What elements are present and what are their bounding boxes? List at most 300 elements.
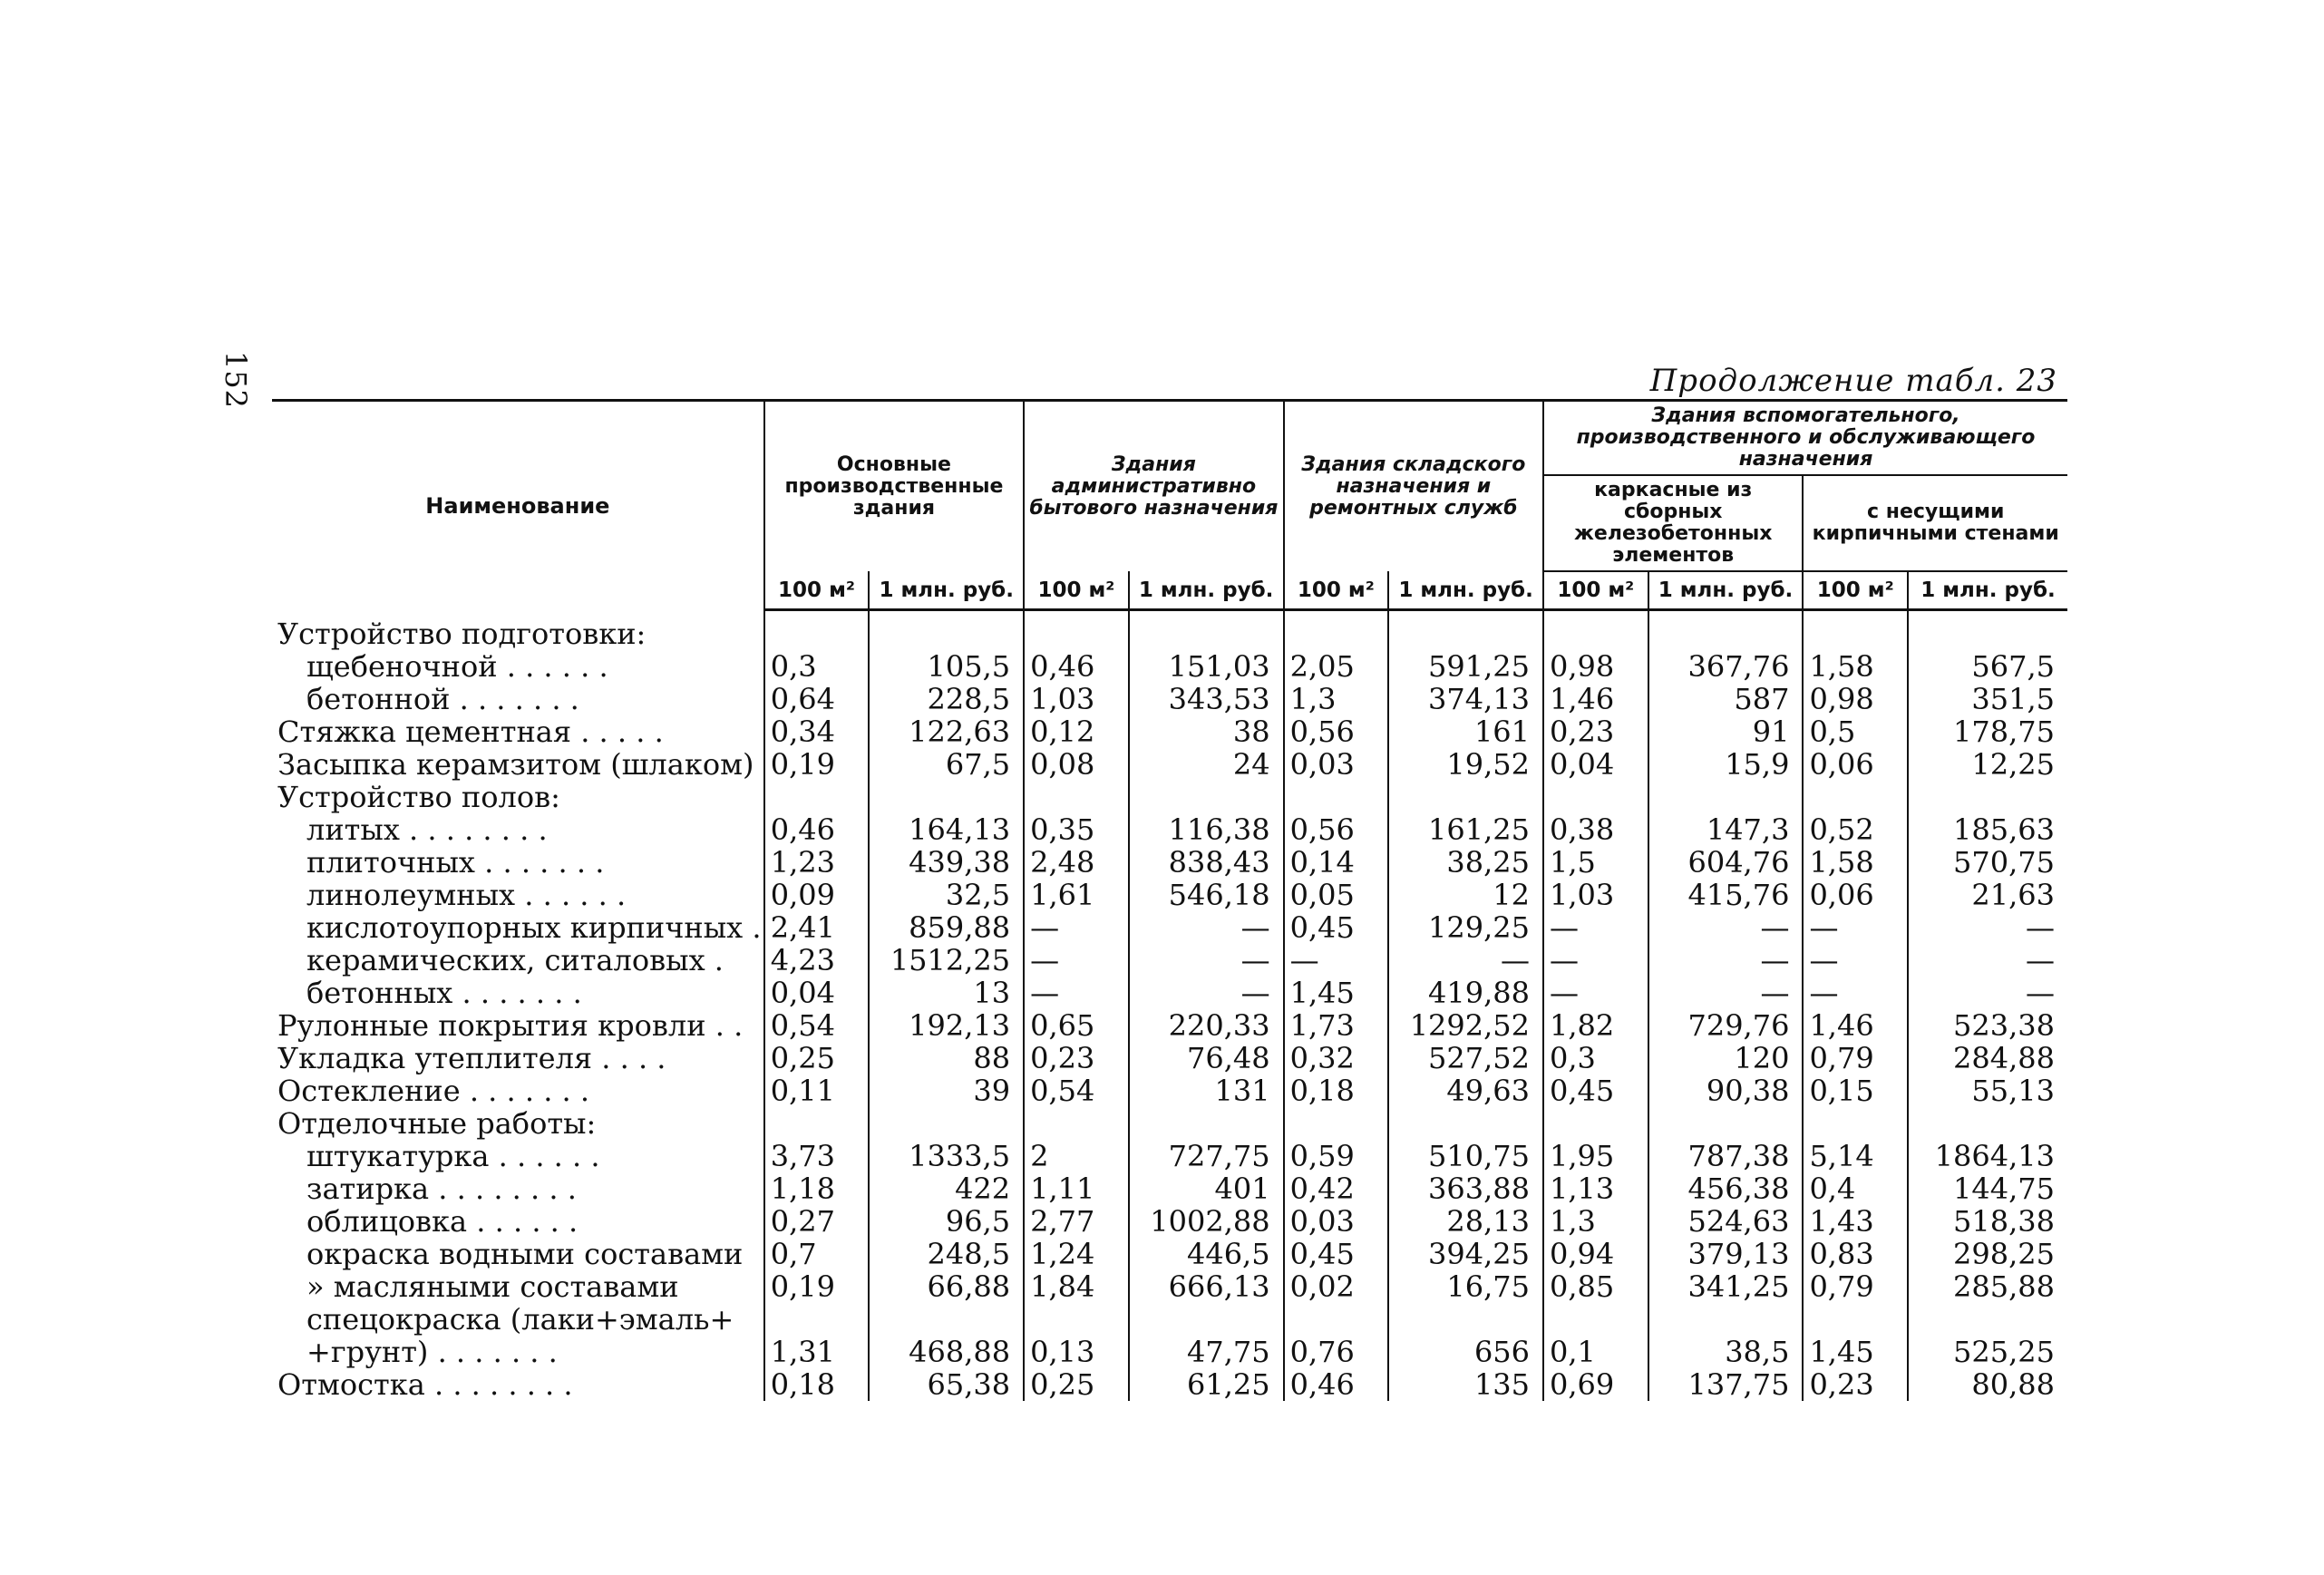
cell-value: 374,13 <box>1388 683 1543 715</box>
cell-value: 0,34 <box>764 715 870 748</box>
cell-value: 0,59 <box>1284 1140 1389 1172</box>
cell-value: 285,88 <box>1908 1270 2067 1303</box>
cell-value: 0,27 <box>764 1205 870 1238</box>
cell-value: 90,38 <box>1648 1074 1804 1107</box>
cell-value <box>869 610 1024 650</box>
cell-value: 343,53 <box>1129 683 1284 715</box>
cell-value: 2,41 <box>764 911 870 944</box>
cell-value: 16,75 <box>1388 1270 1543 1303</box>
cell-value: 2,77 <box>1024 1205 1129 1238</box>
table-row <box>272 1336 2067 1368</box>
table-body <box>272 610 2067 1401</box>
cell-value: 0,18 <box>1284 1074 1389 1107</box>
cell-value: 1292,52 <box>1388 1009 1543 1042</box>
cell-value: 80,88 <box>1908 1368 2067 1401</box>
table-row <box>272 1303 2067 1336</box>
cell-value: 518,38 <box>1908 1205 2067 1238</box>
cell-value: 0,23 <box>1803 1368 1908 1401</box>
cell-value <box>1543 610 1648 650</box>
cell-value: 61,25 <box>1129 1368 1284 1401</box>
cell-value: 129,25 <box>1388 911 1543 944</box>
cell-value: 439,38 <box>869 846 1024 879</box>
cell-value <box>869 781 1024 813</box>
cell-value: 147,3 <box>1648 813 1804 846</box>
cell-value: 1,84 <box>1024 1270 1129 1303</box>
cell-value <box>1908 610 2067 650</box>
cell-value: 137,75 <box>1648 1368 1804 1401</box>
cell-value: 0,94 <box>1543 1238 1648 1270</box>
cell-value <box>1284 610 1389 650</box>
cell-value: 24 <box>1129 748 1284 781</box>
table-row <box>272 1368 2067 1401</box>
cell-value: 0,35 <box>1024 813 1129 846</box>
cell-value <box>869 1303 1024 1336</box>
cell-value <box>1129 1303 1284 1336</box>
cell-value: 0,83 <box>1803 1238 1908 1270</box>
cell-value <box>1908 1107 2067 1140</box>
data-table <box>272 399 2067 1401</box>
cell-value <box>1284 781 1389 813</box>
unit-header: 100 м² <box>1803 571 1908 610</box>
cell-value: 131 <box>1129 1074 1284 1107</box>
row-name: бетонной . . . . . . . <box>306 681 579 716</box>
row-name: Устройство полов: <box>277 779 560 814</box>
cell-value: 0,23 <box>1024 1042 1129 1074</box>
row-name: керамических, ситаловых . <box>306 942 724 977</box>
cell-value: 120 <box>1648 1042 1804 1074</box>
cell-value: 0,85 <box>1543 1270 1648 1303</box>
cell-value: — <box>1024 911 1129 944</box>
cell-value: 49,63 <box>1388 1074 1543 1107</box>
cell-value: 0,46 <box>764 813 870 846</box>
table-caption: Продолжение табл. 23 <box>1649 363 2057 399</box>
cell-value: 1,11 <box>1024 1172 1129 1205</box>
cell-value: 0,56 <box>1284 813 1389 846</box>
table-row <box>272 944 2067 977</box>
cell-value: 510,75 <box>1388 1140 1543 1172</box>
table-row <box>272 813 2067 846</box>
cell-value: 0,19 <box>764 748 870 781</box>
cell-value <box>869 1107 1024 1140</box>
cell-value: 0,06 <box>1803 748 1908 781</box>
cell-value: 0,38 <box>1543 813 1648 846</box>
cell-value: 0,42 <box>1284 1172 1389 1205</box>
cell-value: 1,45 <box>1803 1336 1908 1368</box>
row-name: Засыпка керамзитом (шлаком) <box>277 746 754 782</box>
cell-value <box>1803 781 1908 813</box>
row-name: Рулонные покрытия кровли . . <box>277 1007 744 1043</box>
cell-value: 1002,88 <box>1129 1205 1284 1238</box>
table-row <box>272 1270 2067 1303</box>
header-group-3: Здания складского назначения и ремонтных служб <box>1284 401 1543 572</box>
cell-value: 192,13 <box>869 1009 1024 1042</box>
cell-value: 0,56 <box>1284 715 1389 748</box>
cell-value: 12,25 <box>1908 748 2067 781</box>
table-row <box>272 781 2067 813</box>
row-name: литых . . . . . . . . <box>306 812 548 847</box>
cell-value: — <box>1908 977 2067 1009</box>
cell-value <box>1908 1303 2067 1336</box>
table-row <box>272 650 2067 683</box>
cell-value: — <box>1543 944 1648 977</box>
cell-value: 1,46 <box>1803 1009 1908 1042</box>
table-row <box>272 610 2067 650</box>
cell-value: 65,38 <box>869 1368 1024 1401</box>
cell-value: 1,46 <box>1543 683 1648 715</box>
table-row <box>272 1238 2067 1270</box>
cell-value: 0,7 <box>764 1238 870 1270</box>
cell-value: 0,54 <box>764 1009 870 1042</box>
cell-value: 787,38 <box>1648 1140 1804 1172</box>
cell-value: 0,12 <box>1024 715 1129 748</box>
row-name: Стяжка цементная . . . . . <box>277 714 664 749</box>
row-name: кислотоупорных кирпичных . <box>306 909 762 945</box>
cell-value: — <box>1648 944 1804 977</box>
cell-value: 91 <box>1648 715 1804 748</box>
cell-value <box>1388 1107 1543 1140</box>
unit-header: 100 м² <box>764 571 870 610</box>
cell-value: 341,25 <box>1648 1270 1804 1303</box>
cell-value: 0,45 <box>1284 1238 1389 1270</box>
cell-value: 88 <box>869 1042 1024 1074</box>
row-name: бетонных . . . . . . . <box>306 975 582 1010</box>
cell-value <box>1543 1107 1648 1140</box>
cell-value: 859,88 <box>869 911 1024 944</box>
cell-value <box>1024 1303 1129 1336</box>
cell-value: 1,3 <box>1284 683 1389 715</box>
cell-value: 76,48 <box>1129 1042 1284 1074</box>
cell-value: 604,76 <box>1648 846 1804 879</box>
cell-value: 0,46 <box>1284 1368 1389 1401</box>
cell-value: 524,63 <box>1648 1205 1804 1238</box>
unit-header: 100 м² <box>1024 571 1129 610</box>
cell-value: 1,5 <box>1543 846 1648 879</box>
cell-value: 468,88 <box>869 1336 1024 1368</box>
cell-value: 15,9 <box>1648 748 1804 781</box>
cell-value: 0,64 <box>764 683 870 715</box>
cell-value <box>1803 1303 1908 1336</box>
cell-value: 1,95 <box>1543 1140 1648 1172</box>
cell-value <box>1803 610 1908 650</box>
cell-value <box>1024 781 1129 813</box>
cell-value: 0,4 <box>1803 1172 1908 1205</box>
cell-value: 21,63 <box>1908 879 2067 911</box>
cell-value: 161,25 <box>1388 813 1543 846</box>
cell-value: 0,03 <box>1284 1205 1389 1238</box>
cell-value <box>1284 1303 1389 1336</box>
cell-value: 419,88 <box>1388 977 1543 1009</box>
cell-value: 456,38 <box>1648 1172 1804 1205</box>
row-name: Отделочные работы: <box>277 1105 597 1141</box>
table-row <box>272 1205 2067 1238</box>
cell-value: 2 <box>1024 1140 1129 1172</box>
cell-value <box>764 610 870 650</box>
table-row <box>272 1107 2067 1140</box>
row-name: Отмостка . . . . . . . . <box>277 1366 573 1402</box>
cell-value: 0,1 <box>1543 1336 1648 1368</box>
table-row <box>272 1172 2067 1205</box>
header-group-4: Здания вспомогательного, производственного и обслуживающего назначения <box>1543 401 2067 476</box>
cell-value: — <box>1129 977 1284 1009</box>
unit-header: 1 млн. руб. <box>1388 571 1543 610</box>
cell-value: 0,25 <box>764 1042 870 1074</box>
cell-value: 446,5 <box>1129 1238 1284 1270</box>
cell-value: 3,73 <box>764 1140 870 1172</box>
cell-value: 19,52 <box>1388 748 1543 781</box>
row-name: штукатурка . . . . . . <box>306 1138 600 1173</box>
cell-value: 38,5 <box>1648 1336 1804 1368</box>
cell-value <box>1129 781 1284 813</box>
row-name: Остекление . . . . . . . <box>277 1073 590 1108</box>
table-row <box>272 715 2067 748</box>
row-name: Укладка утеплителя . . . . <box>277 1040 666 1075</box>
cell-value: 0,14 <box>1284 846 1389 879</box>
cell-value: 0,65 <box>1024 1009 1129 1042</box>
cell-value: 116,38 <box>1129 813 1284 846</box>
table-row <box>272 1009 2067 1042</box>
cell-value: 523,38 <box>1908 1009 2067 1042</box>
cell-value: 1,23 <box>764 846 870 879</box>
cell-value: 1512,25 <box>869 944 1024 977</box>
cell-value: 0,03 <box>1284 748 1389 781</box>
cell-value: 1,45 <box>1284 977 1389 1009</box>
cell-value <box>1024 1107 1129 1140</box>
cell-value: 0,3 <box>1543 1042 1648 1074</box>
cell-value: — <box>1803 944 1908 977</box>
cell-value: 0,05 <box>1284 879 1389 911</box>
cell-value: 0,04 <box>764 977 870 1009</box>
cell-value: 185,63 <box>1908 813 2067 846</box>
cell-value: 5,14 <box>1803 1140 1908 1172</box>
cell-value: 666,13 <box>1129 1270 1284 1303</box>
cell-value: — <box>1908 944 2067 977</box>
cell-value: 161 <box>1388 715 1543 748</box>
cell-value: 0,76 <box>1284 1336 1389 1368</box>
cell-value: 0,25 <box>1024 1368 1129 1401</box>
cell-value: 38 <box>1129 715 1284 748</box>
cell-value <box>1024 610 1129 650</box>
cell-value: — <box>1648 911 1804 944</box>
cell-value <box>1129 1107 1284 1140</box>
cell-value: 39 <box>869 1074 1024 1107</box>
cell-value: 1,24 <box>1024 1238 1129 1270</box>
cell-value: 0,19 <box>764 1270 870 1303</box>
row-name: +грунт) . . . . . . . <box>306 1334 558 1369</box>
table-row <box>272 1042 2067 1074</box>
cell-value: 144,75 <box>1908 1172 2067 1205</box>
cell-value: — <box>1284 944 1389 977</box>
cell-value: 0,46 <box>1024 650 1129 683</box>
cell-value <box>764 1303 870 1336</box>
cell-value: 13 <box>869 977 1024 1009</box>
cell-value: 55,13 <box>1908 1074 2067 1107</box>
cell-value: 67,5 <box>869 748 1024 781</box>
page-number: 152 <box>219 350 254 410</box>
table-row <box>272 748 2067 781</box>
cell-value: 0,45 <box>1543 1074 1648 1107</box>
cell-value <box>764 1107 870 1140</box>
cell-value: 1,13 <box>1543 1172 1648 1205</box>
cell-value: — <box>1129 944 1284 977</box>
cell-value: 0,79 <box>1803 1042 1908 1074</box>
table-row <box>272 911 2067 944</box>
cell-value: 0,08 <box>1024 748 1129 781</box>
row-name: Устройство подготовки: <box>277 616 647 651</box>
cell-value: 351,5 <box>1908 683 2067 715</box>
cell-value: 1,3 <box>1543 1205 1648 1238</box>
cell-value: 1,73 <box>1284 1009 1389 1042</box>
unit-header: 100 м² <box>1543 571 1648 610</box>
row-name: окраска водными составами <box>306 1236 744 1271</box>
cell-value: — <box>1024 977 1129 1009</box>
header-sub-1: каркасные из сборных железобетонных элементов <box>1543 475 1803 571</box>
cell-value <box>1803 1107 1908 1140</box>
table-row <box>272 1140 2067 1172</box>
cell-value: 96,5 <box>869 1205 1024 1238</box>
cell-value: 367,76 <box>1648 650 1804 683</box>
table-row <box>272 879 2067 911</box>
cell-value: — <box>1803 977 1908 1009</box>
cell-value: — <box>1024 944 1129 977</box>
unit-header: 100 м² <box>1284 571 1389 610</box>
table-row <box>272 977 2067 1009</box>
cell-value: 0,54 <box>1024 1074 1129 1107</box>
row-name: спецокраска (лаки+эмаль+ <box>306 1301 734 1337</box>
cell-value: 727,75 <box>1129 1140 1284 1172</box>
cell-value: 422 <box>869 1172 1024 1205</box>
cell-value: 838,43 <box>1129 846 1284 879</box>
cell-value <box>1284 1107 1389 1140</box>
cell-value: 656 <box>1388 1336 1543 1368</box>
table-row <box>272 683 2067 715</box>
cell-value <box>1648 610 1804 650</box>
cell-value: 1333,5 <box>869 1140 1024 1172</box>
cell-value <box>1388 781 1543 813</box>
row-name: затирка . . . . . . . . <box>306 1171 577 1206</box>
cell-value: 2,48 <box>1024 846 1129 879</box>
cell-value: 66,88 <box>869 1270 1024 1303</box>
row-name: » масляными составами <box>306 1269 679 1304</box>
cell-value: 164,13 <box>869 813 1024 846</box>
cell-value: 228,5 <box>869 683 1024 715</box>
cell-value <box>1388 610 1543 650</box>
cell-value: 0,13 <box>1024 1336 1129 1368</box>
header-name: Наименование <box>272 401 764 610</box>
cell-value: 28,13 <box>1388 1205 1543 1238</box>
cell-value: 0,15 <box>1803 1074 1908 1107</box>
cell-value: 178,75 <box>1908 715 2067 748</box>
cell-value: 0,09 <box>764 879 870 911</box>
cell-value: 525,25 <box>1908 1336 2067 1368</box>
cell-value: 32,5 <box>869 879 1024 911</box>
cell-value: 1,03 <box>1024 683 1129 715</box>
cell-value <box>1543 1303 1648 1336</box>
cell-value: 47,75 <box>1129 1336 1284 1368</box>
cell-value: — <box>1648 977 1804 1009</box>
cell-value: 1,18 <box>764 1172 870 1205</box>
cell-value: 0,32 <box>1284 1042 1389 1074</box>
header-group-2: Здания административно бытового назначения <box>1024 401 1283 572</box>
row-name: плиточных . . . . . . . <box>306 844 605 880</box>
cell-value: 1,58 <box>1803 650 1908 683</box>
cell-value: 284,88 <box>1908 1042 2067 1074</box>
cell-value: 401 <box>1129 1172 1284 1205</box>
cell-value: 0,04 <box>1543 748 1648 781</box>
cell-value: 527,52 <box>1388 1042 1543 1074</box>
cell-value: 0,23 <box>1543 715 1648 748</box>
cell-value <box>1648 1303 1804 1336</box>
cell-value <box>1648 1107 1804 1140</box>
cell-value: 4,23 <box>764 944 870 977</box>
unit-header: 1 млн. руб. <box>1908 571 2067 610</box>
cell-value <box>1388 1303 1543 1336</box>
cell-value: 0,98 <box>1803 683 1908 715</box>
cell-value: 0,52 <box>1803 813 1908 846</box>
cell-value: 0,79 <box>1803 1270 1908 1303</box>
cell-value: 1,03 <box>1543 879 1648 911</box>
cell-value: 1,31 <box>764 1336 870 1368</box>
cell-value: 379,13 <box>1648 1238 1804 1270</box>
cell-value: 591,25 <box>1388 650 1543 683</box>
cell-value: 135 <box>1388 1368 1543 1401</box>
cell-value: 363,88 <box>1388 1172 1543 1205</box>
unit-header: 1 млн. руб. <box>1648 571 1804 610</box>
cell-value: 394,25 <box>1388 1238 1543 1270</box>
cell-value <box>1129 610 1284 650</box>
cell-value: 298,25 <box>1908 1238 2067 1270</box>
cell-value: 587 <box>1648 683 1804 715</box>
cell-value <box>1543 781 1648 813</box>
cell-value: 1864,13 <box>1908 1140 2067 1172</box>
cell-value: 248,5 <box>869 1238 1024 1270</box>
cell-value: 1,58 <box>1803 846 1908 879</box>
table-row <box>272 846 2067 879</box>
cell-value: 220,33 <box>1129 1009 1284 1042</box>
cell-value: — <box>1388 944 1543 977</box>
cell-value: 546,18 <box>1129 879 1284 911</box>
cell-value: — <box>1543 977 1648 1009</box>
cell-value: 0,98 <box>1543 650 1648 683</box>
row-name: облицовка . . . . . . <box>306 1203 579 1239</box>
cell-value: 0,5 <box>1803 715 1908 748</box>
cell-value: 0,06 <box>1803 879 1908 911</box>
cell-value: 2,05 <box>1284 650 1389 683</box>
data-table-container <box>272 399 2067 1401</box>
row-name: линолеумных . . . . . . <box>306 877 627 912</box>
cell-value: 415,76 <box>1648 879 1804 911</box>
cell-value: 0,3 <box>764 650 870 683</box>
cell-value: 105,5 <box>869 650 1024 683</box>
cell-value: 12 <box>1388 879 1543 911</box>
cell-value: 151,03 <box>1129 650 1284 683</box>
cell-value: 729,76 <box>1648 1009 1804 1042</box>
cell-value <box>1648 781 1804 813</box>
cell-value: — <box>1803 911 1908 944</box>
header-sub-2: с несущими кирпичными стенами <box>1803 475 2067 571</box>
cell-value: 1,82 <box>1543 1009 1648 1042</box>
row-name: щебеночной . . . . . . <box>306 648 608 684</box>
cell-value: 567,5 <box>1908 650 2067 683</box>
unit-header: 1 млн. руб. <box>1129 571 1284 610</box>
cell-value: 0,02 <box>1284 1270 1389 1303</box>
cell-value: 0,11 <box>764 1074 870 1107</box>
cell-value: 0,69 <box>1543 1368 1648 1401</box>
table-row <box>272 1074 2067 1107</box>
cell-value: 0,45 <box>1284 911 1389 944</box>
unit-header: 1 млн. руб. <box>869 571 1024 610</box>
cell-value: 1,61 <box>1024 879 1129 911</box>
cell-value: 122,63 <box>869 715 1024 748</box>
